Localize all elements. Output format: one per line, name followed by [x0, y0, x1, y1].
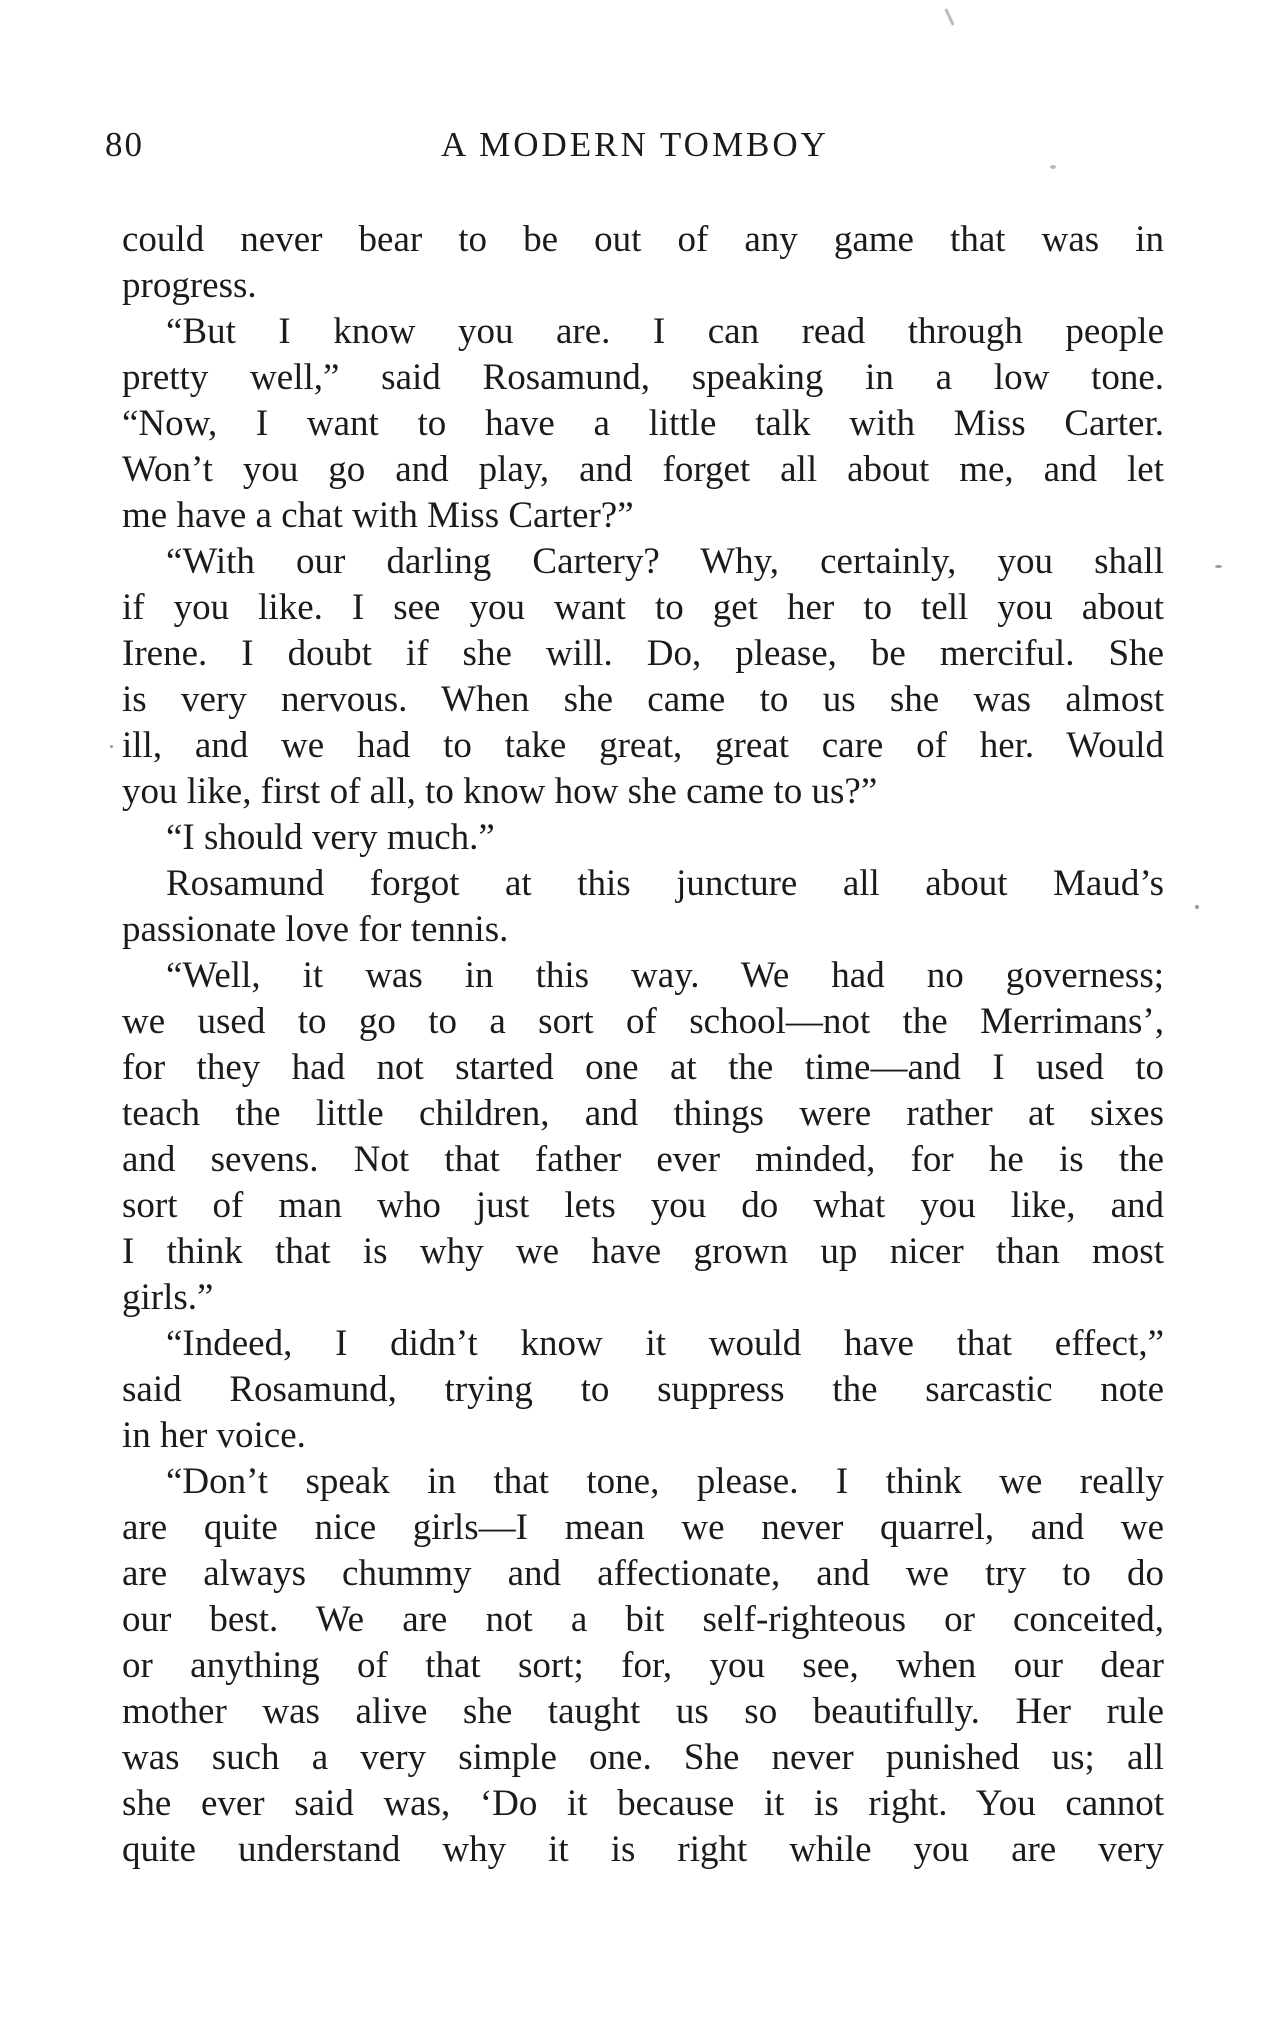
text-line: and sevens. Not that father ever minded, for he is the	[122, 1139, 1164, 1180]
page-number: 80	[105, 125, 144, 164]
text-line: for they had not started one at the time—and I used to	[122, 1047, 1164, 1088]
text-line: I think that is why we have grown up nicer than most	[122, 1231, 1164, 1272]
text-line: “Don’t speak in that tone, please. I think we really	[166, 1461, 1164, 1502]
text-line: “But I know you are. I can read through people	[166, 311, 1164, 352]
text-line: pretty well,” said Rosamund, speaking in a low tone.	[122, 357, 1164, 398]
text-line: in her voice.	[122, 1415, 306, 1456]
text-line: Won’t you go and play, and forget all about me, and let	[122, 449, 1164, 490]
text-line: you like, first of all, to know how she came to us?”	[122, 771, 878, 812]
text-line: quite understand why it is right while you are very	[122, 1829, 1164, 1870]
text-line: “With our darling Cartery? Why, certainly, you shall	[166, 541, 1164, 582]
text-line: was such a very simple one. She never punished us; all	[122, 1737, 1164, 1778]
body-text	[122, 217, 1164, 1873]
scan-speck	[110, 745, 113, 748]
scan-speck	[1195, 905, 1199, 909]
text-line: progress.	[122, 265, 257, 306]
text-line: “Now, I want to have a little talk with Miss Carter.	[122, 403, 1164, 444]
text-line: ill, and we had to take great, great care of her. Would	[122, 725, 1164, 766]
scan-speck	[1050, 165, 1056, 169]
text-line: Irene. I doubt if she will. Do, please, be merciful. She	[122, 633, 1164, 674]
text-line: are always chummy and affectionate, and we try to do	[122, 1553, 1164, 1594]
page-header	[105, 125, 1165, 175]
text-line: teach the little children, and things were rather at sixes	[122, 1093, 1164, 1134]
scan-speck	[944, 8, 954, 26]
text-line: mother was alive she taught us so beautifully. Her rule	[122, 1691, 1164, 1732]
text-line: “I should very much.”	[166, 817, 495, 858]
text-line: me have a chat with Miss Carter?”	[122, 495, 634, 536]
text-line: Rosamund forgot at this juncture all about Maud’s	[166, 863, 1164, 904]
text-line: sort of man who just lets you do what you like, and	[122, 1185, 1164, 1226]
scan-speck	[1215, 565, 1222, 568]
running-head: A MODERN TOMBOY	[441, 125, 829, 164]
text-line: could never bear to be out of any game that was in	[122, 219, 1164, 260]
text-line: girls.”	[122, 1277, 214, 1318]
text-line: we used to go to a sort of school—not the Merrimans’,	[122, 1001, 1164, 1042]
text-line: she ever said was, ‘Do it because it is right. You cannot	[122, 1783, 1164, 1824]
text-line: “Indeed, I didn’t know it would have that effect,”	[166, 1323, 1164, 1364]
text-line: or anything of that sort; for, you see, when our dear	[122, 1645, 1164, 1686]
text-line: said Rosamund, trying to suppress the sarcastic note	[122, 1369, 1164, 1410]
text-line: passionate love for tennis.	[122, 909, 509, 950]
text-line: our best. We are not a bit self-righteous or conceited,	[122, 1599, 1164, 1640]
text-line: is very nervous. When she came to us she was almost	[122, 679, 1164, 720]
text-line: are quite nice girls—I mean we never quarrel, and we	[122, 1507, 1164, 1548]
text-line: if you like. I see you want to get her to tell you about	[122, 587, 1164, 628]
text-line: “Well, it was in this way. We had no governess;	[166, 955, 1164, 996]
